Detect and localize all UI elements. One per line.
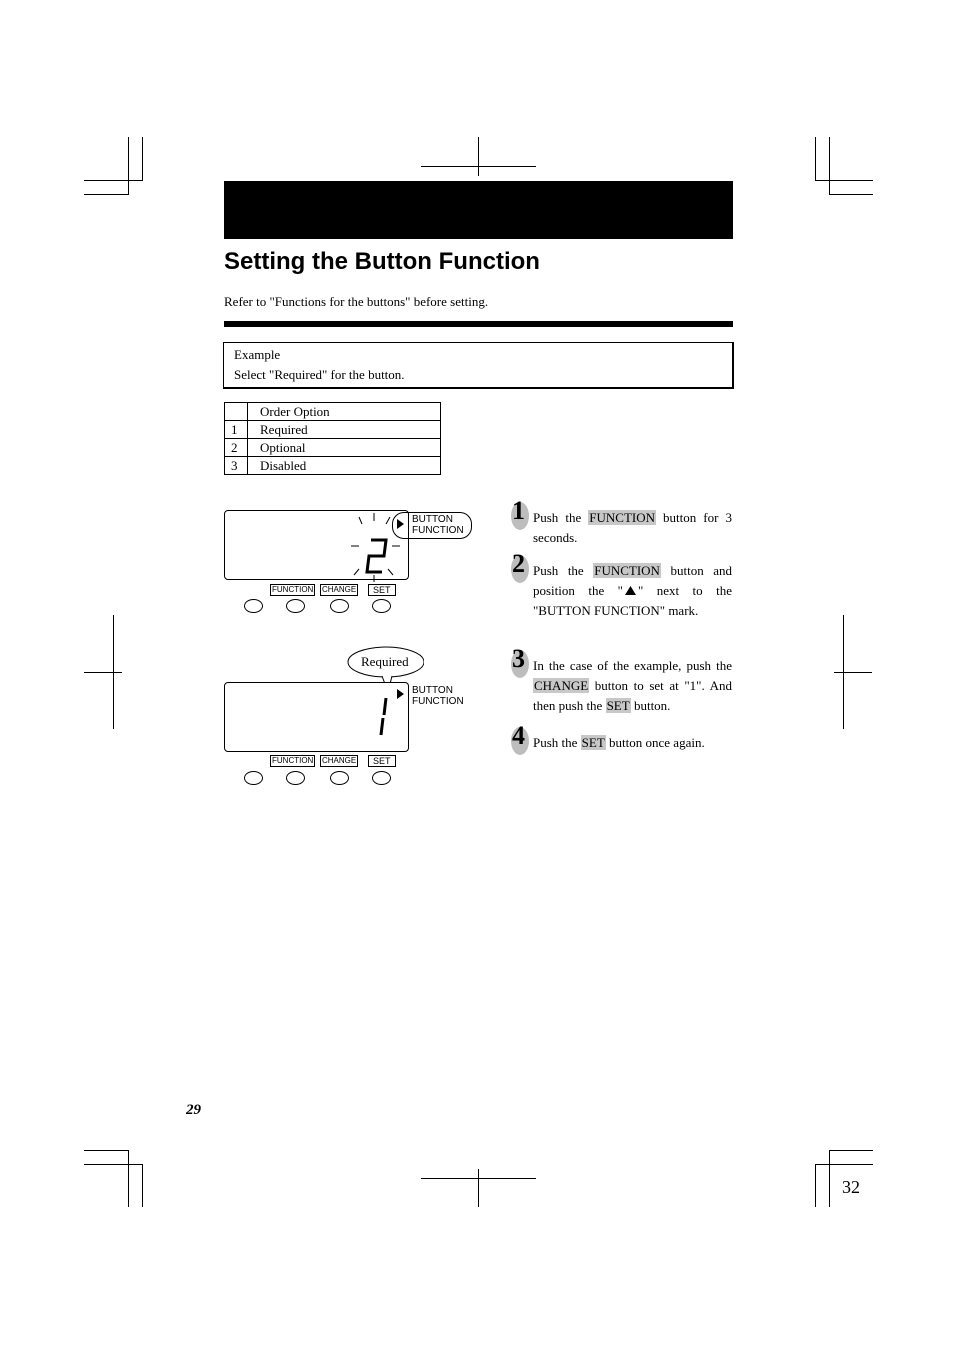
- function-button: [286, 771, 305, 785]
- change-label: CHANGE: [322, 756, 357, 765]
- set-label: SET: [368, 755, 396, 767]
- indicator-arrow-icon: [397, 519, 404, 529]
- set-label: SET: [368, 584, 396, 596]
- options-table: [224, 402, 441, 475]
- step-3-number: 3: [509, 648, 531, 678]
- header-bar: [224, 181, 733, 239]
- button-1: [244, 599, 263, 613]
- intro-text: Refer to "Functions for the buttons" before setting.: [224, 294, 489, 309]
- table-header-row: [225, 403, 441, 421]
- page-title: Setting the Button Function: [224, 248, 540, 275]
- set-key: SET: [581, 735, 605, 750]
- step-4-text: Push the SET button once again.: [533, 735, 705, 750]
- example-heading: Example: [234, 347, 281, 362]
- step-2-number: 2: [509, 553, 531, 583]
- page-number: 32: [842, 1177, 860, 1197]
- table-header: Order Option: [248, 403, 441, 421]
- function-label: FUNCTION: [272, 756, 314, 765]
- table-row: 3 Disabled: [225, 457, 441, 475]
- step-1-text: Push the FUNCTION button for 3 seconds.: [533, 510, 733, 545]
- set-button: [372, 599, 391, 613]
- display-illustration-1: [224, 503, 484, 615]
- up-triangle-icon: [625, 586, 636, 595]
- step-2-text: Push the FUNCTION button and position the " " next to the "BUTTON FUNCTION" mark.: [533, 563, 732, 618]
- function-button: [286, 599, 305, 613]
- function-key: FUNCTION: [594, 563, 660, 578]
- function-label: FUNCTION: [272, 585, 314, 594]
- set-key: SET: [606, 698, 630, 713]
- step-4-number: 4: [509, 725, 531, 755]
- step-1-number: 1: [509, 500, 531, 530]
- display-illustration-2: [224, 645, 484, 790]
- change-button: [330, 771, 349, 785]
- table-row: 1 Required: [225, 421, 441, 439]
- function-key: FUNCTION: [589, 510, 655, 525]
- set-button: [372, 771, 391, 785]
- step-3-text: In the case of the example, push the CHANGE button to set at "1". And then push the SET button.: [533, 658, 732, 713]
- change-key: CHANGE: [534, 678, 589, 693]
- table-row: 2 Optional: [225, 439, 441, 457]
- example-text: Select "Required" for the button.: [234, 367, 405, 382]
- indicator-label: BUTTON FUNCTION: [412, 514, 464, 536]
- indicator-arrow-icon: [397, 689, 404, 699]
- example-box: [223, 342, 734, 389]
- section-rule: [224, 321, 733, 327]
- change-button: [330, 599, 349, 613]
- button-1: [244, 771, 263, 785]
- digit-1: [374, 695, 394, 745]
- callout-text: Required: [361, 654, 409, 669]
- indicator-label: BUTTON FUNCTION: [412, 685, 464, 707]
- folio: 29: [186, 1102, 201, 1118]
- change-label: CHANGE: [322, 585, 357, 594]
